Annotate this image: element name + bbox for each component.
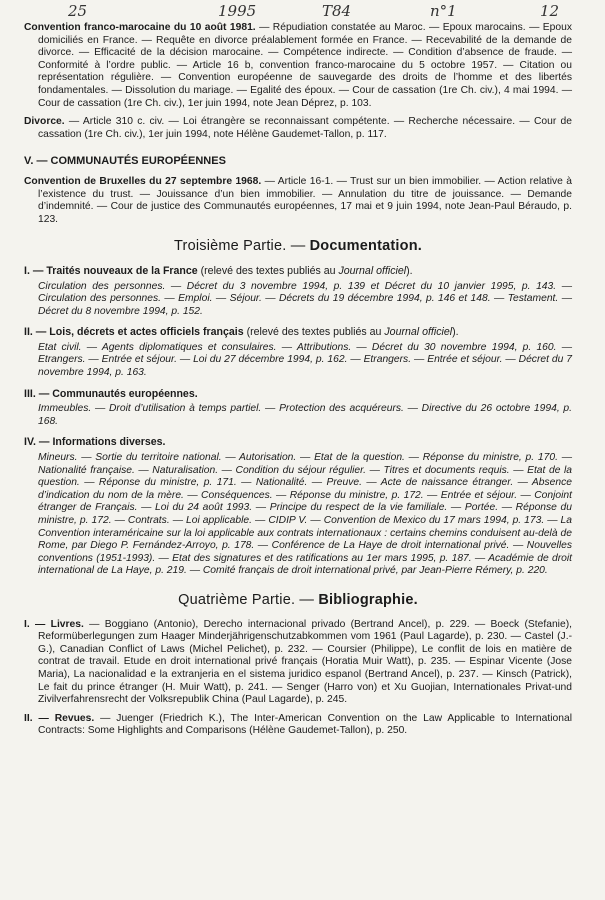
entry-text: — Article 310 c. civ. — Loi étrangère se reconnaissant compétente. — Recherche nécessaire. — Cour de cassation (1re Ch. civ.), 1er juin 1994, note Hélène Gaudemet-Tallon, p. 117. (38, 116, 572, 140)
handwritten-note-left: 25 (68, 2, 88, 20)
part-four-title (24, 591, 572, 608)
biblio-livres (24, 619, 572, 707)
entry-convention-bruxelles (24, 176, 572, 226)
entry-title: Convention de Bruxelles du 27 septembre 1968. (24, 175, 262, 187)
part-three-label: Troisième Partie. — (174, 238, 310, 255)
doc-item-communautes (24, 388, 572, 429)
doc-item-informations (24, 436, 572, 578)
biblio-text: — Juenger (Friedrich K.), The Inter-American Convention on the Law Applicable to International Contracts: Some Highlights and Comparisons (Hélène Gaudemet-Tallon), p. 250. (38, 712, 572, 737)
entry-text: — Répudiation constatée au Maroc. — Epoux marocains. — Epoux domiciliés en France. — Requête en divorce préalablement formée en France. — Recevabilité de la demande de divorce. — Efficacité de la décision marocaine. — Compétence indirecte. — Condition d’absence de fraude. — Conformité à l’ordre public. — Article 16 b, convention franco-marocaine du 5 octobre 1957. — Citation ou représentation régulière. — Convention européenne de sauvegarde des droits de l’homme et des libertés fondamentales. — Dissolution du mariage. — Egalité des époux. — Cour de cassation (1re Ch. civ.), 4 mai 1994. — Cour de cassation (1re Ch. civ.), 1er juin 1994, note Jean Déprez, p. 103. (38, 22, 572, 109)
handwritten-note-page: 12 (540, 2, 560, 20)
part-four-label: Quatrième Partie. — (178, 591, 319, 608)
handwritten-note-code: T84 (322, 2, 352, 20)
entry-divorce (24, 116, 572, 141)
doc-item-body: Immeubles. — Droit d’utilisation à temps partiel. — Protection des acquéreurs. — Directive du 26 octobre 1994, p. 168. (38, 403, 572, 427)
biblio-text: — Boggiano (Antonio), Derecho internacional privado (Bertrand Ancel), p. 229. — Boeck (Stefanie), Reformüberlegungen zum Haager Minderjährigenschutzabkommen vom 1961 (Paul Lagarde), p. 230. — Castel (J.-G.), Canadian Conflict of Laws (Michel Pelichet), p. 232. — Coursier (Philippe), Le conflit de lois en matière de contrat de travail. Etude en droit international privé français (Horatia Muir Watt), p. 235. — Espinar Vicente (Jose Maria), La nacionalidad e la extranjeria en el sistema juridico espanol (Bertrand Ancel), p. 237. — Kinsch (Patrick), Le fait du prince étranger (H. Muir Watt), p. 241. — Senger (Harro von) et Xu Guojian, Internationales Privat-und Zivilverfahrensrecht der Volksrepublik China (Paul Lagarde), p. 245. (38, 618, 572, 706)
biblio-heading: I. — Livres. (24, 618, 84, 630)
doc-item-heading: IV. — Informations diverses. (24, 436, 166, 449)
biblio-heading: II. — Revues. (24, 712, 95, 724)
document-page (24, 22, 572, 744)
entry-title: Divorce. (24, 116, 65, 128)
section-communautes-europeennes-heading: V. — COMMUNAUTÉS EUROPÉENNES (24, 155, 226, 168)
doc-item-body: Mineurs. — Sortie du territoire national. — Autorisation. — Etat de la question. — Réponse du ministre, p. 170. — Nationalité française. — Naturalisation. — Condition du séjour régulier. — Titres et documents requis. — Etat de la question. — Réponse du ministre, p. 171. — Nationalité. — Preuve. — Acte de naissance étranger. — Absence d’indication du nom de la mère. — Conséquences. — Réponse du ministre, p. 172. — Entrée et séjour. — Conjoint étranger de Français. — Loi du 24 août 1993. — Principe du respect de la vie familiale. — Portée. — Réponse du ministre, p. 172. — Contrats. — Loi applicable. — CIDIP V. — Convention de Mexico du 17 mars 1994, p. 173. — La Convention interaméricaine sur la loi applicable aux contrats internationaux : certains chemins conduisent au-delà de Rome, par Diego P. Fernández-Arroyo, p. 178. — Conférence de La Haye de droit international privé. — Nouvelles conventions (1951-1993). — Etat des signatures et des ratifications au 1er mars 1995, p. 187. — Académie de droit international de La Haye, p. 219. — Comité français de droit international privé, par Jean-Pierre Rémery, p. 220. (38, 452, 572, 577)
part-three-name: Documentation. (309, 238, 422, 255)
part-three-title (24, 240, 572, 253)
doc-item-lois-decrets (24, 326, 572, 379)
part-four-name: Bibliographie. (318, 591, 418, 608)
doc-item-heading: III. — Communautés européennes. (24, 387, 198, 400)
entry-text: — Article 16-1. — Trust sur un bien immobilier. — Action relative à l’existence du trust. — Jouissance d’un bien immobilier. — Annulation du titre de jouissance. — Demande d’indemnité. — Cour de justice des Communautés européennes, 17 mai et 9 juin 1994, note Jean-Paul Béraudo, p. 123. (38, 175, 572, 225)
doc-item-body: Circulation des personnes. — Décret du 3 novembre 1994, p. 139 et Décret du 10 janvier 1995, p. 143. — Circulation des personnes. — Emploi. — Séjour. — Décrets du 19 décembre 1994, p. 146 et 148. — Testament. — Décret du 8 novembre 1994, p. 152. (38, 280, 572, 317)
entry-convention-franco-marocaine (24, 22, 572, 110)
handwritten-note-year: 1995 (218, 2, 257, 20)
doc-item-body: Etat civil. — Agents diplomatiques et consulaires. — Attributions. — Décret du 30 novembre 1994, p. 160. — Etrangers. — Entrée et séjour. — Loi du 27 décembre 1994, p. 162. — Etrangers. — Entrée et séjour. — Décret du 7 novembre 1994, p. 163. (38, 341, 572, 379)
handwritten-note-number: n°1 (430, 2, 457, 20)
entry-title: Convention franco-marocaine du 10 août 1981. (24, 22, 256, 33)
doc-item-heading: I. — Traités nouveaux de la France (relevé des textes publiés au Journal officiel). (24, 264, 413, 277)
biblio-revues (24, 713, 572, 738)
doc-item-heading: II. — Lois, décrets et actes officiels français (relevé des textes publiés au Journal officiel). (24, 326, 459, 339)
doc-item-traites (24, 265, 572, 318)
